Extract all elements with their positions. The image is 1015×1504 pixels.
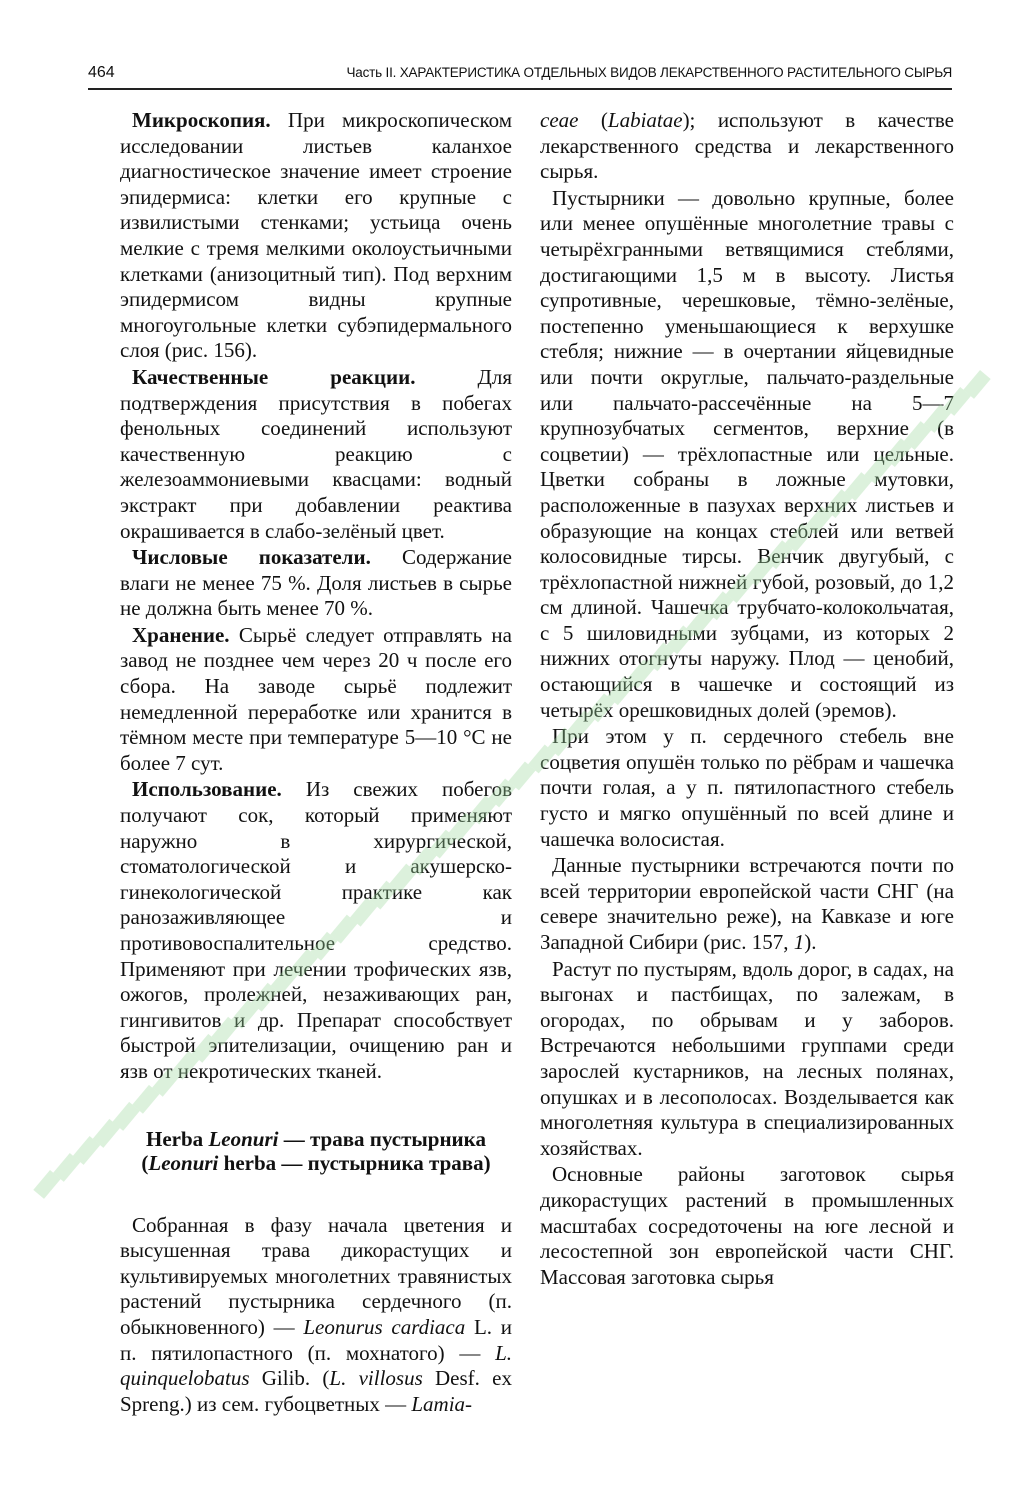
page-number: 464 [88, 64, 115, 81]
watermark-block [508, 761, 535, 790]
watermark-block [73, 1136, 100, 1165]
watermark-block [33, 1170, 60, 1199]
section-title: Herba Leonuri — трава пустырника (Leonuri herba — пустырника трава) [141, 1126, 491, 1175]
paragraph-differences: При этом у п. сердечного стебель вне соцветия опушён только по рёбрам и чашечка почти голая, а у п. пятилопастного стебель густо и мягко опушённый по всей длине и чашечка волосистая. [540, 724, 954, 851]
running-head: Часть II. ХАРАКТЕРИСТИКА ОТДЕЛЬНЫХ ВИДОВ ЛЕКАРСТВЕННОГО РАСТИТЕЛЬНОГО СЫРЬЯ [346, 65, 952, 80]
watermark-block [963, 370, 990, 399]
microscopy-heading: Микроскопия. [132, 108, 271, 132]
watermark-block [53, 1153, 80, 1182]
right-column [540, 108, 954, 1291]
paragraph-intro: Собранная в фазу начала цветения и высушенная трава дикорастущих и культивируемых многолетних травянистых растений пустырника сердечного (п. обыкновенного) — Leonurus cardiaca L. и п. пятилопастного (п. мохнатого) — L. quinquelobatus Gilib. (L. villosus Desf. ex Spreng.) из сем. губоцветных — Lamia- [120, 1212, 512, 1416]
paragraph-harvest: Основные районы заготовок сырья дикорастущих растений в промышленных масштабах сосредоточены на юге лесной и лесостепной зон европейской части СНГ. Массовая заготовка сырья [540, 1162, 954, 1289]
paragraph-microscopy: Микроскопия. При микроскопическом исследовании листьев каланхое диагностическое значение имеет строение эпидермиса: клетки его крупные с извилистыми стенками; устьица очень мелкие с тремя мелкими околоустьичными клетками (анизоцитный тип). Под верхним эпидермисом видны крупные многоугольные клетки субэпидермального слоя (рис. 156). [120, 108, 512, 363]
paragraph-description: Пустырники — довольно крупные, более или менее опушённые многолетние травы с четырёхгранными ветвящимися стеблями, достигающими 1,5 м в высоту. Листья супротивные, черешковые, тёмно-зелёные, постепенно уменьшающиеся к верхушке стебля; нижние — в очертании яйцевидные или почти округлые, пальчато-раздельные или пальчато-рассечённые на 5—7 крупнозубчатых сегментов, верхние (в соцветии) — трёхлопастные или цельные. Цветки собраны в ложные мутовки, расположенные в пазухах верхних листьев и образующие на концах стеблей или ветвей колосовидные тирсы. Венчик двугубый, с трёхлопастной нижней губой, розовый, до 1,2 см длиной. Чашечка трубчато-колокольчатая, с 5 шиловидными зубцами, из которых 2 нижних отогнуты наружу. Плод — ценобий, остающийся в чашечке и состоящий из четырёх орешковидных долей (эремов). [540, 185, 954, 722]
paragraph-habitat: Растут по пустырям, вдоль дорог, в садах, на выгонах и пастбищах, по залежам, в огородах, по обрывам и у заборов. Встречаются небольшими группами среди зарослей кустарников, на лесных полянах, опушках и в лесополосах. Возделывается как многолетняя культура в специализированных хозяйствах. [540, 956, 954, 1160]
watermark-block [93, 1119, 120, 1148]
page-header [88, 60, 952, 90]
quality-heading: Качественные реакции. [132, 364, 416, 389]
storage-heading: Хранение. [132, 622, 230, 647]
paragraph-usage: Использование. Из свежих побегов получают сок, который применяют наружно в хирургической, стоматологической и акушерско-гинекологической практике как ранозаживляющее и противовоспалительное средство. Применяют при лечении трофических язв, ожогов, пролежней, незаживающих ран, гингивитов и др. Препарат способствует быстрой эпителизации, очищению ран и язв от некротических тканей. [120, 777, 512, 1083]
paragraph-continuation: ceae (Labiatae); используют в качестве лекарственного средства и лекарственного сырья. [540, 108, 954, 184]
usage-heading: Использование. [132, 777, 282, 802]
paragraph-storage: Хранение. Сырьё следует отправлять на завод не позднее чем через 20 ч после его сбора. На заводе сырьё подлежит немедленной переработке или хранится в тёмном месте при температуре 5—10 °С не более 7 сут. [120, 622, 512, 775]
paragraph-quality: Качественные реакции. Для подтверждения присутствия в побегах фенольных соединений используют качественную реакцию с железоаммониевыми квасцами: водный экстракт при добавлении реактива окрашивается в слабо-зелёный цвет. [120, 364, 512, 543]
numeric-heading: Числовые показатели. [132, 545, 371, 570]
left-column [120, 108, 512, 1418]
paragraph-distribution: Данные пустырники встречаются почти по всей территории европейской части СНГ (на севере значительно реже), на Кавказе и юге Западной Сибири (рис. 157, 1). [540, 853, 954, 954]
paragraph-numeric: Числовые показатели. Содержание влаги не менее 75 %. Доля листьев в сырье не должна быть менее 70 %. [120, 545, 512, 621]
